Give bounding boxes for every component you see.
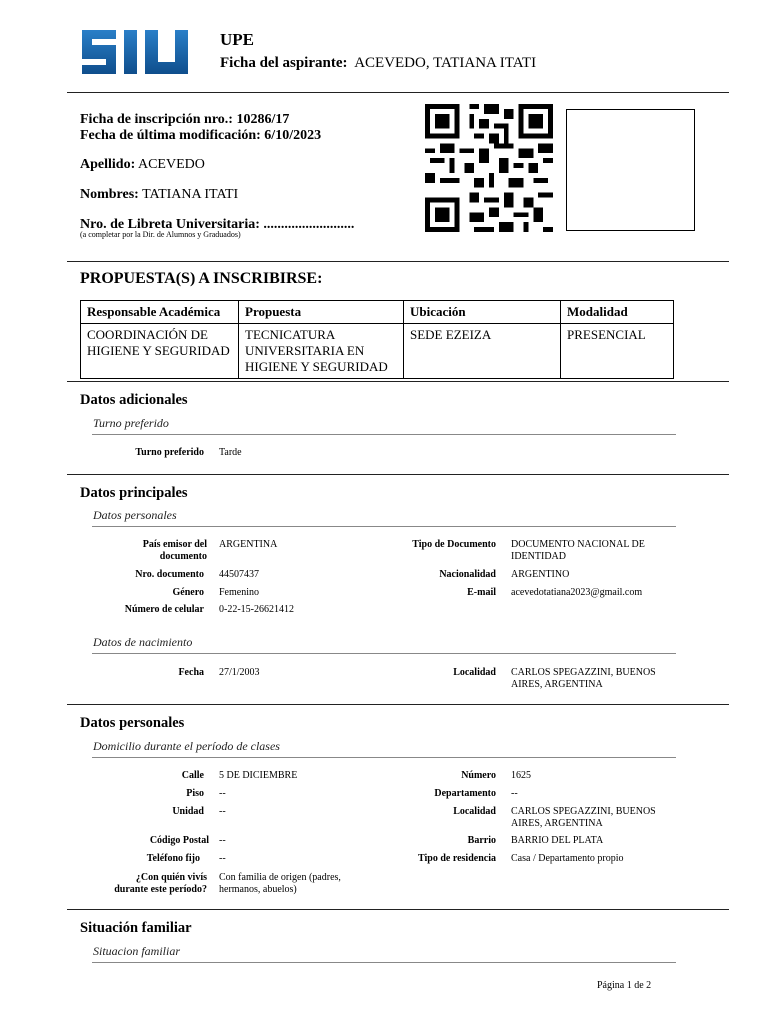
familiar-title: Situación familiar [80, 920, 192, 936]
propuestas-table [80, 300, 674, 379]
numero-value: 1625 [511, 770, 531, 781]
celular-value: 0-22-15-26621412 [219, 604, 294, 615]
turno-subtitle: Turno preferido [93, 416, 169, 430]
apellido-value: ACEVEDO [137, 157, 205, 172]
nombres-row [80, 187, 238, 203]
pais-label: País emisor del documento [142, 539, 207, 562]
calle-value: 5 DE DICIEMBRE [219, 770, 298, 781]
familiar-subtitle: Situacion familiar [93, 944, 180, 958]
numero-label: Número [461, 770, 496, 781]
localidad-label: Localidad [453, 806, 496, 817]
barrio-value: BARRIO DEL PLATA [511, 835, 604, 846]
email-label: E-mail [467, 587, 496, 598]
libreta-note: (a completar por la Dir. de Alumnos y Graduados) [80, 230, 241, 239]
table-header: Responsable Académica [81, 301, 239, 324]
conquien-value: Con familia de origen (padres, hermanos, abuelos) [219, 872, 341, 895]
divider [67, 92, 729, 93]
sub-divider [92, 962, 676, 963]
piso-value: -- [219, 788, 226, 799]
sub-divider [92, 434, 676, 435]
divider [67, 474, 729, 475]
institution-name: UPE [220, 30, 254, 49]
page-number: Página 1 de 2 [597, 980, 652, 991]
qr-code [424, 104, 554, 232]
personales-title: Datos personales [80, 715, 185, 731]
domicilio-subtitle: Domicilio durante el período de clases [93, 739, 280, 753]
personales-subtitle: Datos personales [93, 508, 177, 522]
apellido-row [80, 157, 205, 173]
localidad-label: Localidad [453, 667, 496, 678]
ficha-label: Ficha del aspirante: [220, 55, 348, 71]
table-cell: TECNICATURA UNIVERSITARIA EN HIGIENE Y SEGURIDAD [239, 324, 404, 379]
tel-label: Teléfono fijo [146, 853, 200, 864]
principales-title: Datos principales [80, 485, 188, 501]
photo-box [566, 109, 695, 231]
fecha-value: 27/1/2003 [219, 667, 260, 678]
nro-doc-label: Nro. documento [135, 569, 204, 580]
table-header-row [81, 301, 674, 324]
nombres-label: Nombres: [80, 187, 139, 202]
table-header: Modalidad [561, 301, 674, 324]
table-cell: SEDE EZEIZA [404, 324, 561, 379]
conquien-label: ¿Con quién vivís durante este período? [114, 872, 207, 895]
cp-label: Código Postal [149, 835, 209, 846]
turno-label: Turno preferido [135, 447, 204, 458]
unidad-value: -- [219, 806, 226, 817]
genero-label: Género [172, 587, 204, 598]
residencia-label: Tipo de residencia [418, 853, 496, 864]
aspirante-header [220, 55, 536, 72]
sub-divider [92, 526, 676, 527]
table-cell: PRESENCIAL [561, 324, 674, 379]
nacionalidad-value: ARGENTINO [511, 569, 570, 580]
depto-value: -- [511, 788, 518, 799]
unidad-label: Unidad [172, 806, 204, 817]
adicionales-title: Datos adicionales [80, 392, 188, 408]
nro-doc-value: 44507437 [219, 569, 259, 580]
nacimiento-subtitle: Datos de nacimiento [93, 635, 193, 649]
table-row [81, 324, 674, 379]
residencia-value: Casa / Departamento propio [511, 853, 624, 864]
piso-label: Piso [186, 788, 204, 799]
sub-divider [92, 653, 676, 654]
nacionalidad-label: Nacionalidad [439, 569, 496, 580]
localidad-value: CARLOS SPEGAZZINI, BUENOS AIRES, ARGENTINA [511, 667, 656, 690]
table-cell: COORDINACIÓN DE HIGIENE Y SEGURIDAD [81, 324, 239, 379]
aspirante-name: ACEVEDO, TATIANA ITATI [354, 55, 537, 71]
barrio-label: Barrio [467, 835, 496, 846]
divider [67, 909, 729, 910]
celular-label: Número de celular [124, 604, 204, 615]
email-value: acevedotatiana2023@gmail.com [511, 587, 643, 598]
cp-value: -- [219, 835, 226, 846]
inscription-number: Ficha de inscripción nro.: 10286/17 [80, 112, 290, 127]
pais-value: ARGENTINA [219, 539, 278, 550]
fecha-label: Fecha [178, 667, 204, 678]
calle-label: Calle [181, 770, 204, 781]
turno-value: Tarde [219, 447, 242, 458]
tel-value: -- [219, 853, 226, 864]
tipo-doc-label: Tipo de Documento [412, 539, 496, 550]
localidad-value: CARLOS SPEGAZZINI, BUENOS AIRES, ARGENTINA [511, 806, 656, 829]
siu-logo [80, 24, 195, 80]
libreta-label: Nro. de Libreta Universitaria: .......................... [80, 217, 355, 232]
last-modified: Fecha de última modificación: 6/10/2023 [80, 128, 322, 143]
divider [67, 704, 729, 705]
divider [67, 261, 729, 262]
table-header: Propuesta [239, 301, 404, 324]
propuestas-title: PROPUESTA(S) A INSCRIBIRSE: [80, 270, 323, 287]
sub-divider [92, 757, 676, 758]
nombres-value: TATIANA ITATI [142, 187, 239, 202]
depto-label: Departamento [434, 788, 496, 799]
table-header: Ubicación [404, 301, 561, 324]
tipo-doc-value: DOCUMENTO NACIONAL DE IDENTIDAD [511, 539, 645, 562]
divider [67, 381, 729, 382]
apellido-label: Apellido: [80, 157, 136, 172]
genero-value: Femenino [219, 587, 259, 598]
